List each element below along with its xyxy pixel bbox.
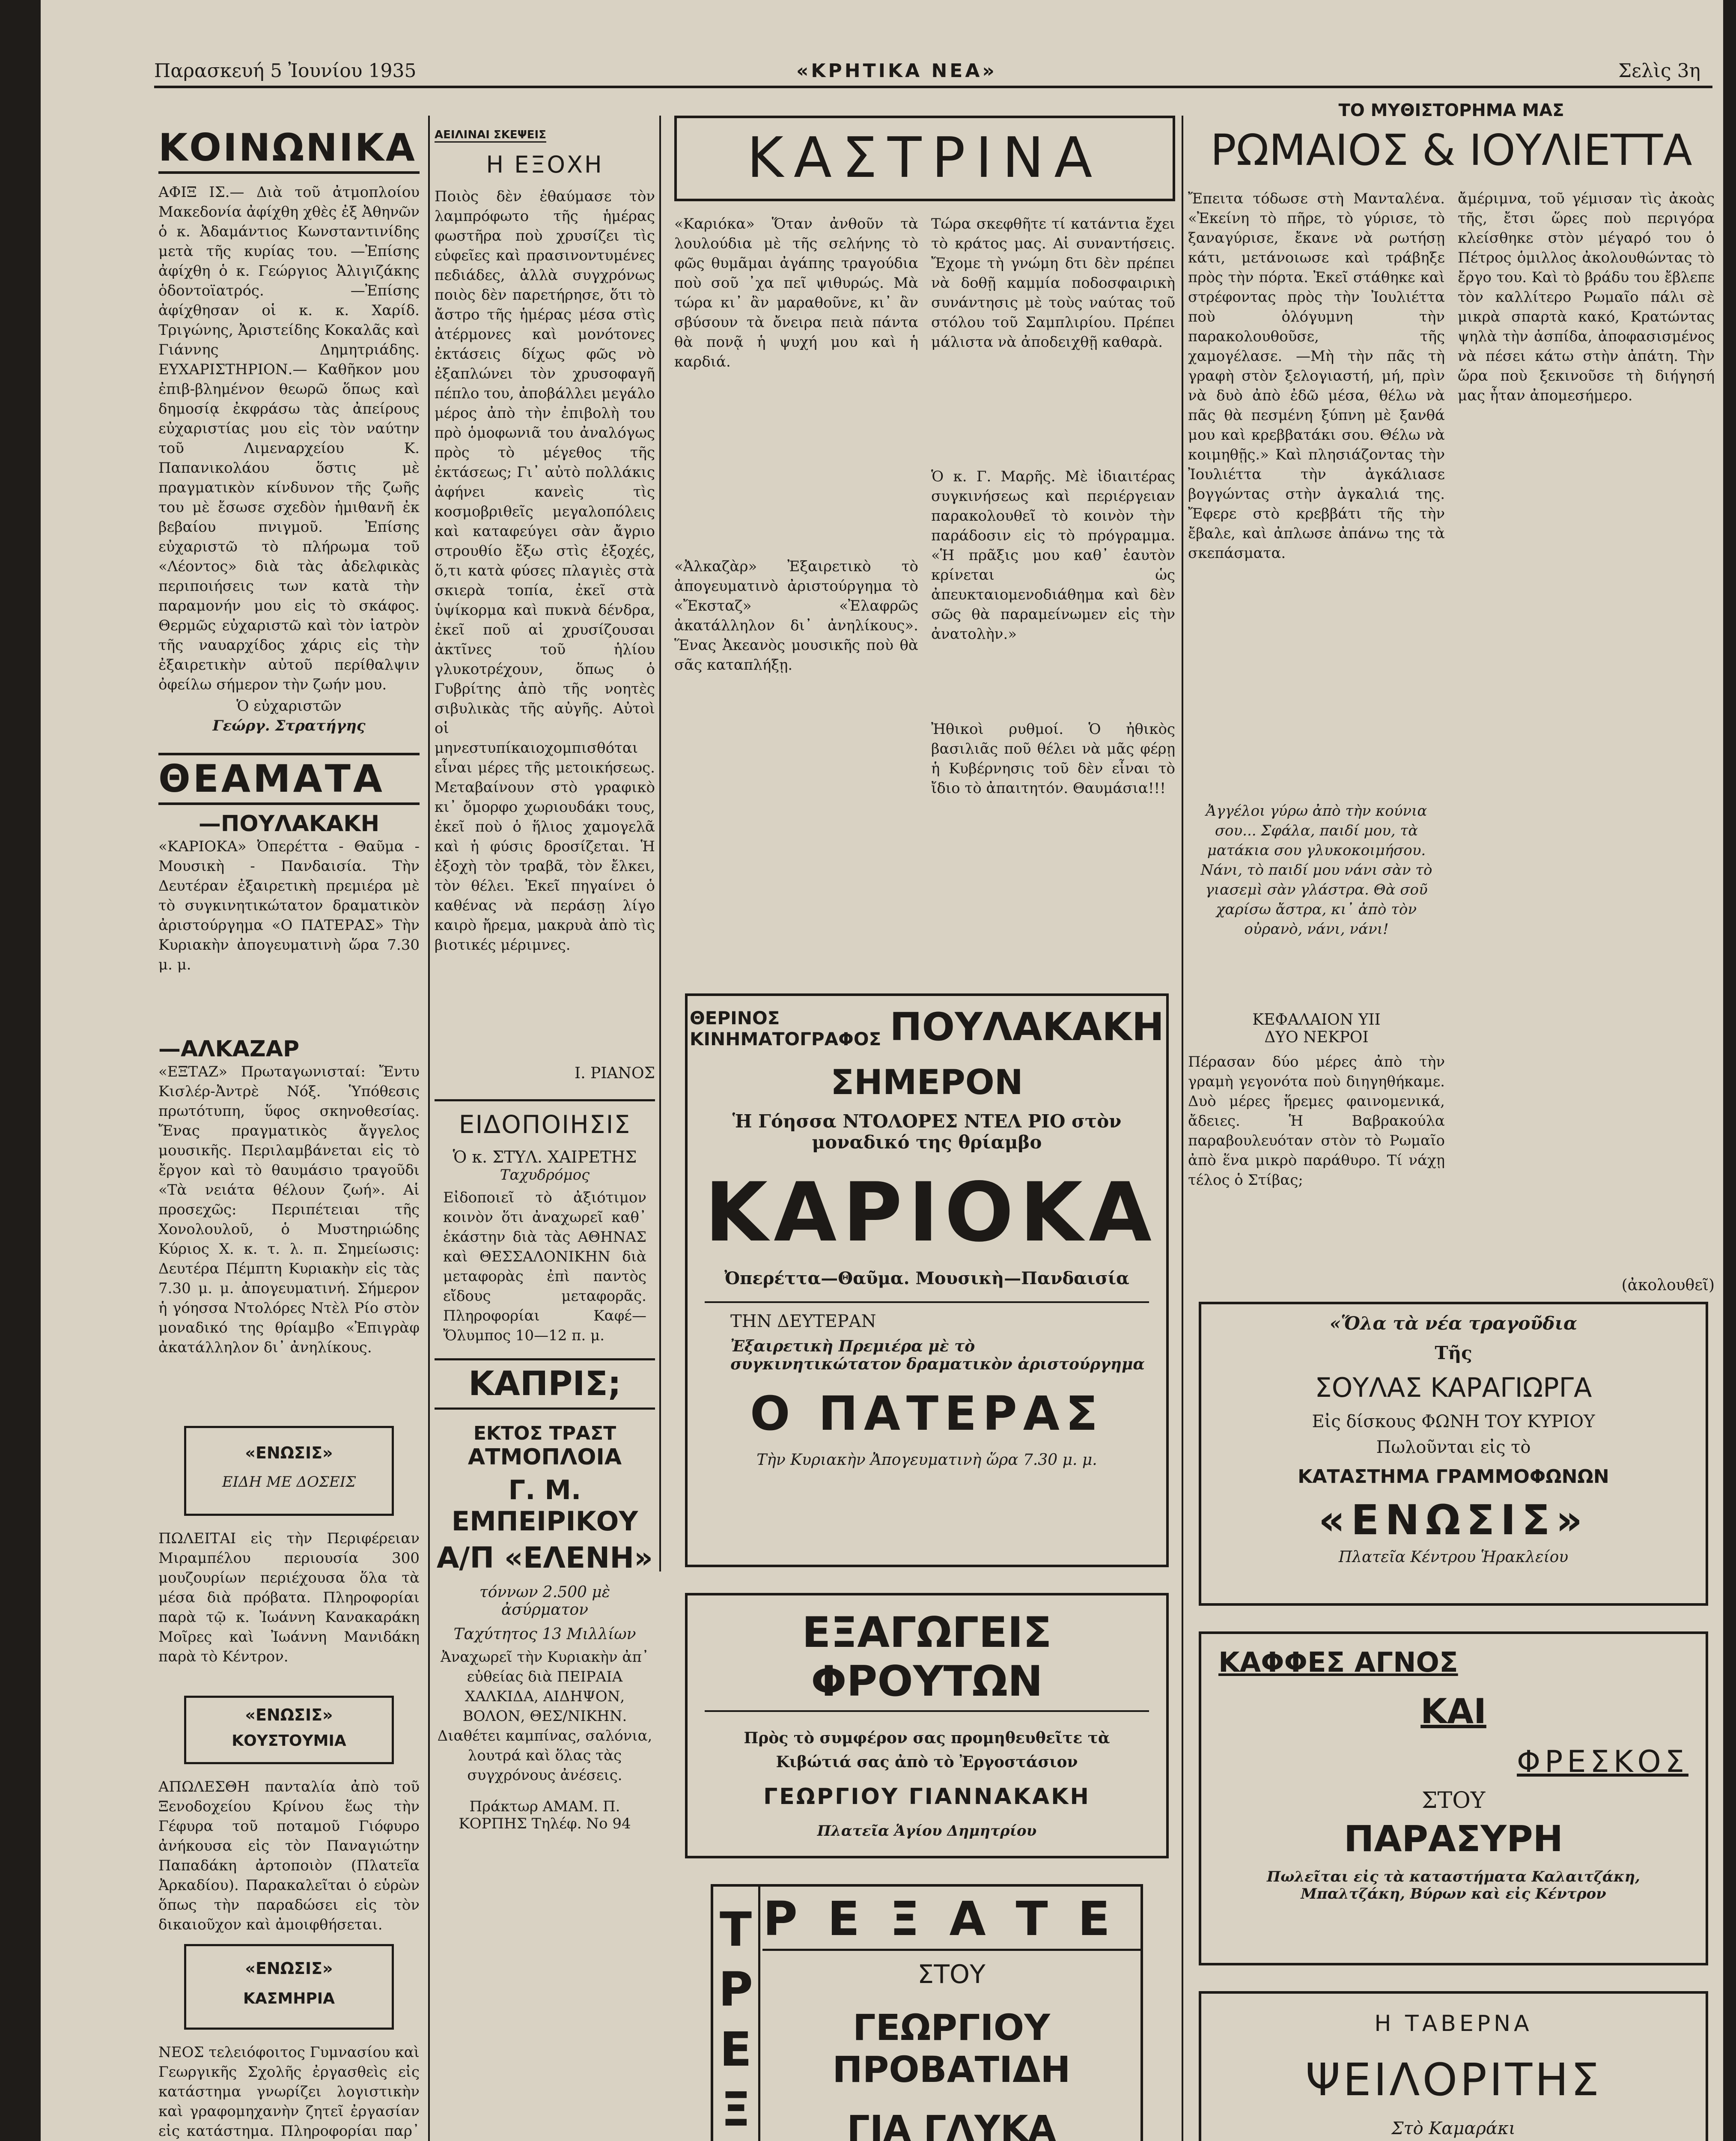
cinema-film: ΚΑΡΙΟΚΑ (705, 1165, 1158, 1260)
coffee-line1: ΚΑΦΦΕΣ ΑΓΝΟΣ (1218, 1647, 1458, 1679)
kastrina-title: ΚΑΣΤΡΙΝΑ (747, 125, 1103, 190)
scan-edge-right (1723, 0, 1736, 2141)
novel-song: Ἀγγέλοι γύρω ἀπὸ τὴν κούνια σου... Σφάλα, παιδί μου, τὰ ματάκια σου γλυκοκοιμήσου. Νάνι, τὸ παιδί μου νάνι σὰν τὸ γιασεμὶ σὰν γλάστρα. Θὰ σοῦ χαρίσω ἄστρα, κι᾽ ἀπὸ τὸν οὐρανὸ, νάνι, νάνι! (1200, 802, 1432, 938)
records-shop: ΚΑΤΑΣΤΗΜΑ ΓΡΑΜΜΟΦΩΝΩΝ (1298, 1466, 1609, 1488)
article-signature: Ι. ΡΙΑΝΟΣ (574, 1065, 655, 1082)
novel-columns (1188, 189, 1715, 1345)
coffee-line2: ΚΑΙ (1420, 1691, 1486, 1731)
vertical-letter: Ξ (721, 2082, 751, 2137)
article-body: Ποιὸς δὲν ἐθαύμασε τὸν λαμπρόφωτο τῆς ἡμέρας φωστῆρα ποὺ χρυσίζει τὶς εὐφεῖες καὶ πρασινοντυμένες πεδιάδες, ἀλλὰ συγχρόνως ποιὸς δὲν παρετήρησε, ὅτι τὸ ἄστρο τῆς ἡμέρας μέσα στὶς ἀτέρμονες καὶ μονότονες ἐκτάσεις δίχως φῶς νὸ ἐξαπλώνει τὸν χρυσοφαγῆ πέπλο του, ἀποβάλλει μεγάλο μέρος ἀπὸ τὴν ἐπιβολὴ του πρὸ ὁμοφωνιᾶ του ἀναλόγως πρὸς τὸ μέγεθος τῆς ἐκτάσεως; Γι᾽ αὐτὸ πολλάκις ἀφήνει κανεὶς τὶς κοσμοβριθεῖς μεγαλοπόλεις καὶ καταφεύγει σὰν ἄγριο στρουθίο ἔξω στὶς ἐξοχές, ὅ,τι κατὰ φύσες πλαγιὲς στὰ σκιερὰ τοπία, ἐκεῖ στὰ ὑψίκορμα καὶ πυκνὰ δένδρα, ἐκεῖ ποῦ αἱ χρυσίζουσαι ἀκτῖνες τοῦ ἡλίου γλυκοτρέχουν, ὅπως ὁ Γυβρίτης ἀπὸ τῆς νοητὲς σιβυλικὰς τῆς αὐγῆς. Αὐτοὶ οἱ μηνεστυπίκαιοχομπισθόται εἶναι μέρες τῆς μετοικήσεως. Μεταβαίνουν στὸ γραφικὸ κι᾽ ὄμορφο χωριουδάκι τους, ἐκεῖ ποὺ ὁ ἥλιος χαμογελᾶ καὶ ἡ φύσις δροσίζεται. Ἡ ἐξοχὴ τὸν τραβᾶ, τὸν ἔλκει, τὸν θέλει. Ἐκεῖ πηγαίνει ὁ καθένας νὰ περάσῃ λίγο καιρὸ ἤρεμα, μακρυὰ ἀπὸ τὶς βιοτικές μέριμνες. (435, 188, 655, 954)
cinema-star: Ἡ Γόησσα ΝΤΟΛΟΡΕΣ ΝΤΕΛ ΡΙΟ στὸν μοναδικό της θρίαμβο (732, 1111, 1122, 1153)
kastrina-body-2: Τώρα σκεφθῆτε τί κατάντια ἔχει τὸ κράτος μας. Αἱ συναντήσεις. Ἔχομε τὴ γνώμη δτι δὲν πρέπει νὰ δοθῇ καμμία ποδοσφαιρικὴ συνάντησις μὲ τοὺς ναύτας τοῦ στόλου τοῦ Σαμπλιρίου. Πρέπει μάλιστα νὰ ἀποδειχθῇ καθαρὰ. (931, 215, 1175, 351)
records-name: ΣΟΥΛΑΣ ΚΑΡΑΓΙΩΡΓΑ (1315, 1372, 1592, 1403)
alkazar-title: —ΑΛΚΑΖΑΡ (158, 1036, 300, 1062)
icecream-ad (711, 1884, 1143, 2141)
records-label: Εἰς δίσκους ΦΩΝΗ ΤΟΥ ΚΥΡΙΟΥ (1312, 1412, 1595, 1431)
ship-speed: Ταχύτητος 13 Μιλλίων (453, 1625, 636, 1643)
ship-tons: τόννων 2.500 μὲ ἀσύρματον (479, 1583, 610, 1619)
fruit-ad (685, 1593, 1169, 1858)
icecream-head: ΡΕΞΑΤΕ (763, 1891, 1140, 1946)
kapris-heading: ΚΑΠΡΙΣ; (435, 1358, 655, 1410)
records-head: «Ὅλα τὰ νέα τραγοῦδια (1329, 1313, 1578, 1334)
column-2 (435, 128, 655, 2141)
novel-body-right: ἄμέριμνα, τοῦ γέμισαν τὶς ἀκοὰς τῆς, ἔτσι ὥρες ποὺ περιγόρα κλείσθηκε στὸν μέγαρό του ὁ Πέτρος ὁμιλλος ἀκολουθώντας τὸ ἔργο του. Καὶ τὸ βράδυ του ἔβλεπε τὸν καλλίτερο Ρωμαῖο πάλι σὲ μικρὰ σπαρτὰ κακό, Κρατώντας ψηλὰ τὴν ἀσπίδα, ἀποφασισμένος νὰ πέσει κάτω στὴν ἀπάτη. Τὴν ὥρα ποὺ ξεκινοῦσε τὴ διήγησή μας ἦταν ἀπομεσήμερο. (1458, 190, 1715, 404)
kastrina-body-5: Ἠθικοὶ ρυθμοί. Ὁ ἠθικὸς βασιλιᾶς ποῦ θέλει νὰ μᾶς φέρῃ ἡ Κυβέρνησις τοῦ δὲν εἶναι τὸ ἴδιο τὸ ἀπαιτητόν. Θαυμάσια!!! (931, 721, 1175, 797)
records-brand: «ΕΝΩΣΙΣ» (1318, 1496, 1589, 1544)
cinema-name: ΠΟΥΛΑΚΑΚΗ (890, 1005, 1164, 1050)
coffee-note: Πωλεῖται εἰς τὰ καταστήματα Καλαιτζάκη, Μπαλτζάκη, Βύρων καὶ εἰς Κέντρον (1267, 1868, 1640, 1902)
issue-date: Παρασκευή 5 Ἰουνίου 1935 (154, 60, 417, 82)
vertical-letter (713, 2139, 758, 2141)
notice-title: ΕΙΔΟΠΟΙΗΣΙΣ (459, 1110, 631, 1139)
notice-job: ΝΕΟΣ τελειόφοιτος Γυμνασίου καὶ Γεωργικῆς Σχολῆς ἐργασθεὶς εἰς κατάστημα γνωρίζει λογιστικὴν καὶ γραφομηχανὴν ζητεῖ ἐργασίαν εἰς κατάστημα. Πληροφορίαι παρ᾽ (158, 2044, 420, 2140)
ad-brand: «ΕΝΩΣΙΣ» (245, 1443, 333, 1462)
cinema-premiere: Ἐξαιρετικὴ Πρεμιέρα μὲ τὸ συγκινητικώτατον δραματικὸν ἀριστούργημα (730, 1337, 1145, 1373)
coffee-line5: ΠΑΡΑΣΥΡΗ (1344, 1818, 1563, 1860)
fruit-line1: Πρὸς τὸ συμφέρον σας προμηθευθεῖτε τὰ (744, 1729, 1110, 1747)
icecream-name: ΓΕΩΡΓΙΟΥ ΠΡΟΒΑΤΙΔΗ (832, 2007, 1071, 2090)
cinema-head: ΘΕΡΙΝΟΣ ΚΙΝΗΜΑΤΟΓΡΑΦΟΣ (689, 1008, 881, 1050)
icecream-head-band (762, 1887, 1140, 1951)
cinema-sunday: Τὴν Κυριακὴν Ἀπογευματινὴ ὥρα 7.30 μ. μ. (756, 1451, 1097, 1469)
coffee-line3: ΦΡΕΣΚΟΣ (1517, 1744, 1688, 1779)
kastrina-body-4: «Ἀλκαζὰρ» Ἐξαιρετικὸ τὸ ἀπογευματινὸ ἀριστούργημα τὸ «Ἔκσταζ» «Ἐλαφρῶς ἀκατάλληλον δι᾽ ἀνηλίκους». Ἕνας Ἀκεανὸς μουσικῆς ποὺ θὰ σᾶς καταπλήξῃ. (674, 558, 918, 674)
article-title: Η ΕΞΟΧΗ (486, 151, 604, 178)
novel-kicker: ΤΟ ΜΥΘΙΣΤΟΡΗΜΑ ΜΑΣ (1338, 101, 1564, 120)
novel-body-2: Πέρασαν δύο μέρες ἀπὸ τὴν γραμὴ γεγονότα ποὺ διηγηθήκαμε. Δυὸ μέρες ἥρεμες φαινομενικά, ἄδειες. Ἡ Βαβρακούλα παραβουλευόταν στὸν τὸ Ρωμαῖο ἀπὸ ἕνα μικρὸ παράθυρο. Τί νάχῃ τέλος ὁ Στίβας; (1188, 1053, 1445, 1189)
fruit-line2: Κιβώτιά σας ἀπὸ τὸ Ἐργοστάσιον (776, 1753, 1078, 1771)
ship-agent: Πράκτωρ ΑΜΑΜ. Π. ΚΟΡΠΗΣ Τηλέφ. Νο 94 (459, 1798, 631, 1832)
poulakaki-body: «ΚΑΡΙΟΚΑ» Ὀπερέττα - Θαῦμα - Μουσικὴ - Πανδαισία. Τὴν Δευτέραν ἐξαιρετικὴ πρεμιέρα μὲ τὸ συγκινητικώτατον δραματικὸν ἀριστούργημα «Ο ΠΑΤΕΡΑΣ» Τὴν Κυριακὴν ἀπογευματινὴ ὥρα 7.30 μ. μ. (158, 838, 420, 973)
notice-body: Εἰδοποιεῖ τὸ ἀξιότιμον κοινὸν ὅτι ἀναχωρεῖ καθ᾽ ἑκάστην διὰ τὰς ΑΘΗΝΑΣ καὶ ΘΕΣΣΑΛΟΝΙΚΗΝ διὰ μεταφορὰς ἐπὶ παντὸς εἴδους μεταφορᾶς. Πληροφορίαι Καφέ—Ὄλυμπος 10—12 π. μ. (443, 1189, 646, 1344)
ship-line4: Α/Π «ΕΛΕΝΗ» (436, 1541, 653, 1575)
koinonika-sign2: Γεώργ. Στρατήγης (212, 717, 366, 734)
column-1 (158, 124, 420, 2141)
header-rule (154, 86, 1712, 88)
novel-chapter-title: ΔΥΟ ΝΕΚΡΟΙ (1264, 1029, 1369, 1046)
kastrina-left (674, 214, 918, 985)
alkazar-body: «ΕΞΤΑΖ» Πρωταγωνισταί: Ἔντυ Κισλέρ-Ἀντρὲ Νόξ. Ὑπόθεσις πρωτότυπη, ὕφος σκηνοθεσίας. Ἔνας πραγματικὸς ἄγγελος μουσικῆς. Περιλαμβάνεται εἰς τὸ ἔργον καὶ τὸ θαυμάσιο τραγοῦδι «Τὰ νειάτα θέλουν ζωή». Αἱ προσεχῶς: Περιπέτειαι τῆς Χονολουλοῦ, ὁ Μυστηριώδης Κύριος Χ. κ. τ. λ. π. Σημείωσις: Δευτέρα Πέμπτη Κυριακὴν εἰς τὰς 7.30 μ. μ. ἀπογευματινή. Σήμερον ἡ γόησσα Ντολόρες Ντὲλ Ρίο στὸν μοναδικό της θρίαμβο «Ἐπιγρὰφ ἀκατάλληλον δι᾽ ἀνηλίκους. (158, 1063, 420, 1356)
cinema-ad (685, 993, 1169, 1567)
koinonika-body: ΑΦΙΞ ΙΣ.— Διὰ τοῦ ἀτμοπλοίου Μακεδονία ἀφίχθη χθὲς ἐξ Ἀθηνῶν ὁ κ. Ἀδαμάντιος Κωνσταντινίδης μετὰ τῆς κυρίας του. —Ἐπίσης ἀφίχθη ὁ κ. Γεώργιος Ἀλιγιζάκης ὁδοντοϊατρός. —Ἐπίσης ἀφίχθησαν οἱ κ. κ. Χαρίδ. Τριγώνης, Ἀριστείδης Κοκαλᾶς καὶ Γιάννης Δημητριάδης. ΕΥΧΑΡΙΣΤΗΡΙΟΝ.— Καθῆκον μου ἐπιβ-βλημένον θεωρῶ ὅπως καὶ δημοσίᾳ ἐκφράσω τὰς ἀπείρους εὐχαριστίας μου εἰς τὸν ναύτην τοῦ Λιμεναρχείου Κ. Παπανικολάου ὅστις μὲ πραγματικὸν κίνδυνον τῆς ζωῆς του μὲ ἔσωσε σχεδὸν ἡμιθανῆ ἐκ βεβαίου πνιγμοῦ. Ἐπίσης εὐχαριστῶ τὸ πλήρωμα τοῦ «Λέοντος» διὰ τὰς ἀδελφικὰς περιποιήσεις των κατὰ τὴν παραμονήν μου εἰς τὸ σκάφος. Θερμῶς εὐχαριστῶ καὶ τὸν ἰατρὸν τῆς ναυαρχίδος χάρις εἰς τὴν ἐξαιρετικὴν αὐτοῦ περίθαλψιν ὀφείλω σήμερον τὴν ζωήν μου. (158, 184, 420, 693)
column-divider (428, 116, 430, 2141)
shipping-ad (435, 1422, 655, 1832)
koinonika-title: ΚΟΙΝΩΝΙΚΑ (158, 124, 420, 174)
ship-line2: ΑΤΜΟΠΛΟΙΑ (467, 1444, 622, 1470)
icecream-body (762, 1959, 1140, 2141)
tavern-line3: Στὸ Καμαράκι (1391, 2119, 1516, 2138)
column-divider (1182, 116, 1183, 2141)
enosis-ad-3 (184, 1944, 394, 2030)
ad-text: ΚΟΥΣΤΟΥΜΙΑ (232, 1732, 346, 1750)
notice-box (435, 1099, 655, 1345)
column-divider (659, 116, 661, 1571)
kastrina-body-3: Ὁ κ. Γ. Μαρῆς. Μὲ ἰδιαιτέρας συγκινήσεως καὶ περιέργειαν παρακολουθεῖ τὸ κοινὸν τὴν παράδοσιν εἰς τὸ πρόγραμμα. «Ἡ πρᾶξις μου καθ᾽ ἑαυτὸν κρίνεται ὡς ἀπευκταιομενοδιάθημα καὶ δὲν σῶς θὰ παραμείνωμεν εἰς τὴν ἀνατολὴν.» (931, 468, 1175, 643)
kastrina-body-1: «Καριόκα» Ὅταν ἀνθοῦν τὰ λουλούδια μὲ τῆς σελήνης τὸ φῶς θυμᾶμαι ἀγάπης τραγούδια ποὺ σοῦ ᾽χα πεῖ ψιθυρώς. Μὰ τώρα κι᾽ ἂν μαραθοῦνε, κι᾽ ἂν σβύσουν τὰ ὄνειρα πειὰ πάντα θὰ πονᾷ ἡ ψυχή μου καὶ ἡ καρδιά. (674, 215, 918, 370)
notice-sale: ΠΩΛΕΙΤΑΙ εἰς τὴν Περιφέρειαν Μιραμπέλου περιουσία 300 μουζουρίων περιέχουσα ὅλα τὰ μέσα διὰ πρόβατα. Πληροφορίαι παρὰ τῷ κ. Ἰωάννη Κανακαράκη Μοῖρες καὶ Ἰωάννη Μανιδάκη παρὰ τὸ Κέντρον. (158, 1530, 420, 1665)
theamata-title: ΘΕΑΜΑΤΑ (158, 753, 420, 805)
ad-brand: «ΕΝΩΣΙΣ» (245, 1959, 333, 1978)
vertical-letter: Ρ (718, 1962, 753, 2017)
ship-line3: Γ. Μ. ΕΜΠΕΙΡΙΚΟΥ (451, 1474, 638, 1537)
enosis-ad-2 (184, 1696, 394, 1764)
icecream-sto: ΣΤΟΥ (917, 1959, 986, 1989)
vertical-letter: Τ (719, 1902, 752, 1957)
cinema-film2: Ο ΠΑΤΕΡΑΣ (750, 1386, 1104, 1441)
fruit-place: Πλατεῖα Ἁγίου Δημητρίου (817, 1822, 1037, 1840)
ad-brand: «ΕΝΩΣΙΣ» (245, 1706, 333, 1724)
koinonika-sign1: Ὁ εὐχαριστῶν (236, 698, 342, 715)
cinema-today: ΣΗΜΕΡΟΝ (831, 1062, 1023, 1102)
ship-body: Ἀναχωρεῖ τὴν Κυριακὴν ἀπ᾽ εὐθείας διὰ ΠΕΙΡΑΙΑ ΧΑΛΚΙΔΑ, ΑΙΔΗΨΟΝ, ΒΟΛΟΝ, ΘΕΣ/ΝΙΚΗΝ. Διαθέτει καμπίνας, σαλόνια, λουτρά καὶ ὅλας τὰς συγχρόνους ἀνέσεις. (437, 1649, 652, 1784)
coffee-ad (1199, 1631, 1708, 1965)
ship-line1: ΕΚΤΟΣ ΤΡΑΣΤ (473, 1422, 616, 1444)
records-tis: Τῆς (1435, 1342, 1472, 1363)
novel-right (1458, 189, 1715, 1345)
novel-title: ΡΩΜΑΙΟΣ & ΙΟΥΛΙΕΤΤΑ (1210, 125, 1692, 175)
coffee-line4: ΣΤΟΥ (1421, 1788, 1486, 1813)
icecream-line1: ΓΙΑ ΓΛΥΚΑ (847, 2108, 1056, 2141)
fruit-title: ΕΞΑΓΩΓΕΙΣ ΦΡΟΥΤΩΝ (705, 1608, 1149, 1712)
cinema-divider (705, 1301, 1149, 1469)
newspaper-name: «ΚΡΗΤΙΚΑ ΝΕΑ» (796, 60, 997, 82)
scan-edge-left (0, 0, 41, 2141)
records-ad (1199, 1302, 1708, 1606)
kastrina-right (931, 214, 1175, 985)
records-sell: Πωλοῦνται εἰς τὸ (1376, 1437, 1531, 1457)
ad-text: ΕΙΔΗ ΜΕ ΔΟΣΕΙΣ (222, 1473, 356, 1491)
notice-lost: ΑΠΩΛΕΣΘΗ πανταλία ἀπὸ τοῦ Ξενοδοχείου Κρίνου ἕως τὴν Γέφυρα τοῦ ποταμοῦ Γιόφυρο ἀνήκουσα εἰς τὸν Παναγιώτην Παπαδάκη ἀρτοποιὸν (Πλατεῖα Ἀρκαδίου). Παρακαλεῖται ὁ εὑρὼν ὅπως τὴν παραδώσει εἰς τὸν δικαιοῦχον καὶ ἀμοιφθήσεται. (158, 1778, 420, 1933)
ad-text: ΚΑΣΜΗΡΙΑ (243, 1990, 335, 2007)
tavern-line1: Η ΤΑΒΕΡΝΑ (1374, 2011, 1533, 2037)
novel-chapter: ΚΕΦΑΛΑΙΟΝ ΥΙΙ (1252, 1011, 1381, 1029)
cinema-monday: ΤΗΝ ΔΕΥΤΕΡΑΝ (730, 1312, 876, 1331)
poulakaki-title: —ΠΟΥΛΑΚΑΚΗ (198, 811, 380, 837)
tavern-line2: ΨΕΙΛΟΡΙΤΗΣ (1305, 2054, 1602, 2106)
vertical-word (713, 1887, 760, 2141)
notice-role: Ταχυδρόμος (500, 1166, 590, 1184)
tavern-ad (1199, 1991, 1708, 2141)
enosis-ad-1 (184, 1426, 394, 1516)
vertical-letter: Ε (719, 2022, 752, 2077)
fruit-name: ΓΕΩΡΓΙΟΥ ΓΙΑΝΝΑΚΑΚΗ (763, 1784, 1090, 1810)
novel-body: Ἔπειτα τόδωσε στὴ Μανταλένα. «Ἐκείνη τὸ πῆρε, τὸ γύρισε, τὸ ξαναγύρισε, ἔκανε νὰ ρωτήσῃ κάτι, μετάνοιωσε καὶ τράβηξε πρὸς τὴν πόρτα. Ἐκεῖ στάθηκε καὶ στρέφοντας πρὸς τὴν Ἰουλιέττα ποὺ ὁλόγυμνη τὴν παρακολουθοῦσε, τῆς χαμογέλασε. —Μὴ τὴν πᾶς τὴ γραφὴ στὸν ξελογιαστή, μή, πρὶν νὰ δυὸ ἀπὸ ἐδῶ μέσα, θέλω νὰ πᾶς θὰ πεσμένη ξύπνη μὲ ξανθά μου καὶ κρεββατάκι σου. Θέλω νὰ κοιμηθῇς.» Καὶ πλησιάζοντας τὴν Ἰουλιέττα τὴν ἀγκάλιασε βογγώντας στὴν ἀγκαλιά της. Ἔφερε στὸ κρεββάτι τῆς τὴν ἔβαλε, καὶ ἀπλωσε ἀπάνω της τὰ σκεπάσματα. (1188, 190, 1445, 562)
page-number: Σελὶς 3η (1618, 60, 1701, 82)
novel-continued: (ἀκολουθεῖ) (1621, 1276, 1715, 1294)
cinema-genre: Ὀπερέττα—Θαῦμα. Μουσικὴ—Πανδαισία (724, 1268, 1129, 1288)
notice-name: Ὁ κ. ΣΤΥΛ. ΧΑΙΡΕΤΗΣ (453, 1148, 637, 1166)
article-kicker: ΑΕΙΛΙΝΑΙ ΣΚΕΨΕΙΣ (435, 128, 546, 143)
records-place: Πλατεῖα Κέντρου Ἡρακλείου (1338, 1548, 1569, 1566)
kastrina-title-box (674, 116, 1175, 201)
novel-left (1188, 189, 1445, 1345)
